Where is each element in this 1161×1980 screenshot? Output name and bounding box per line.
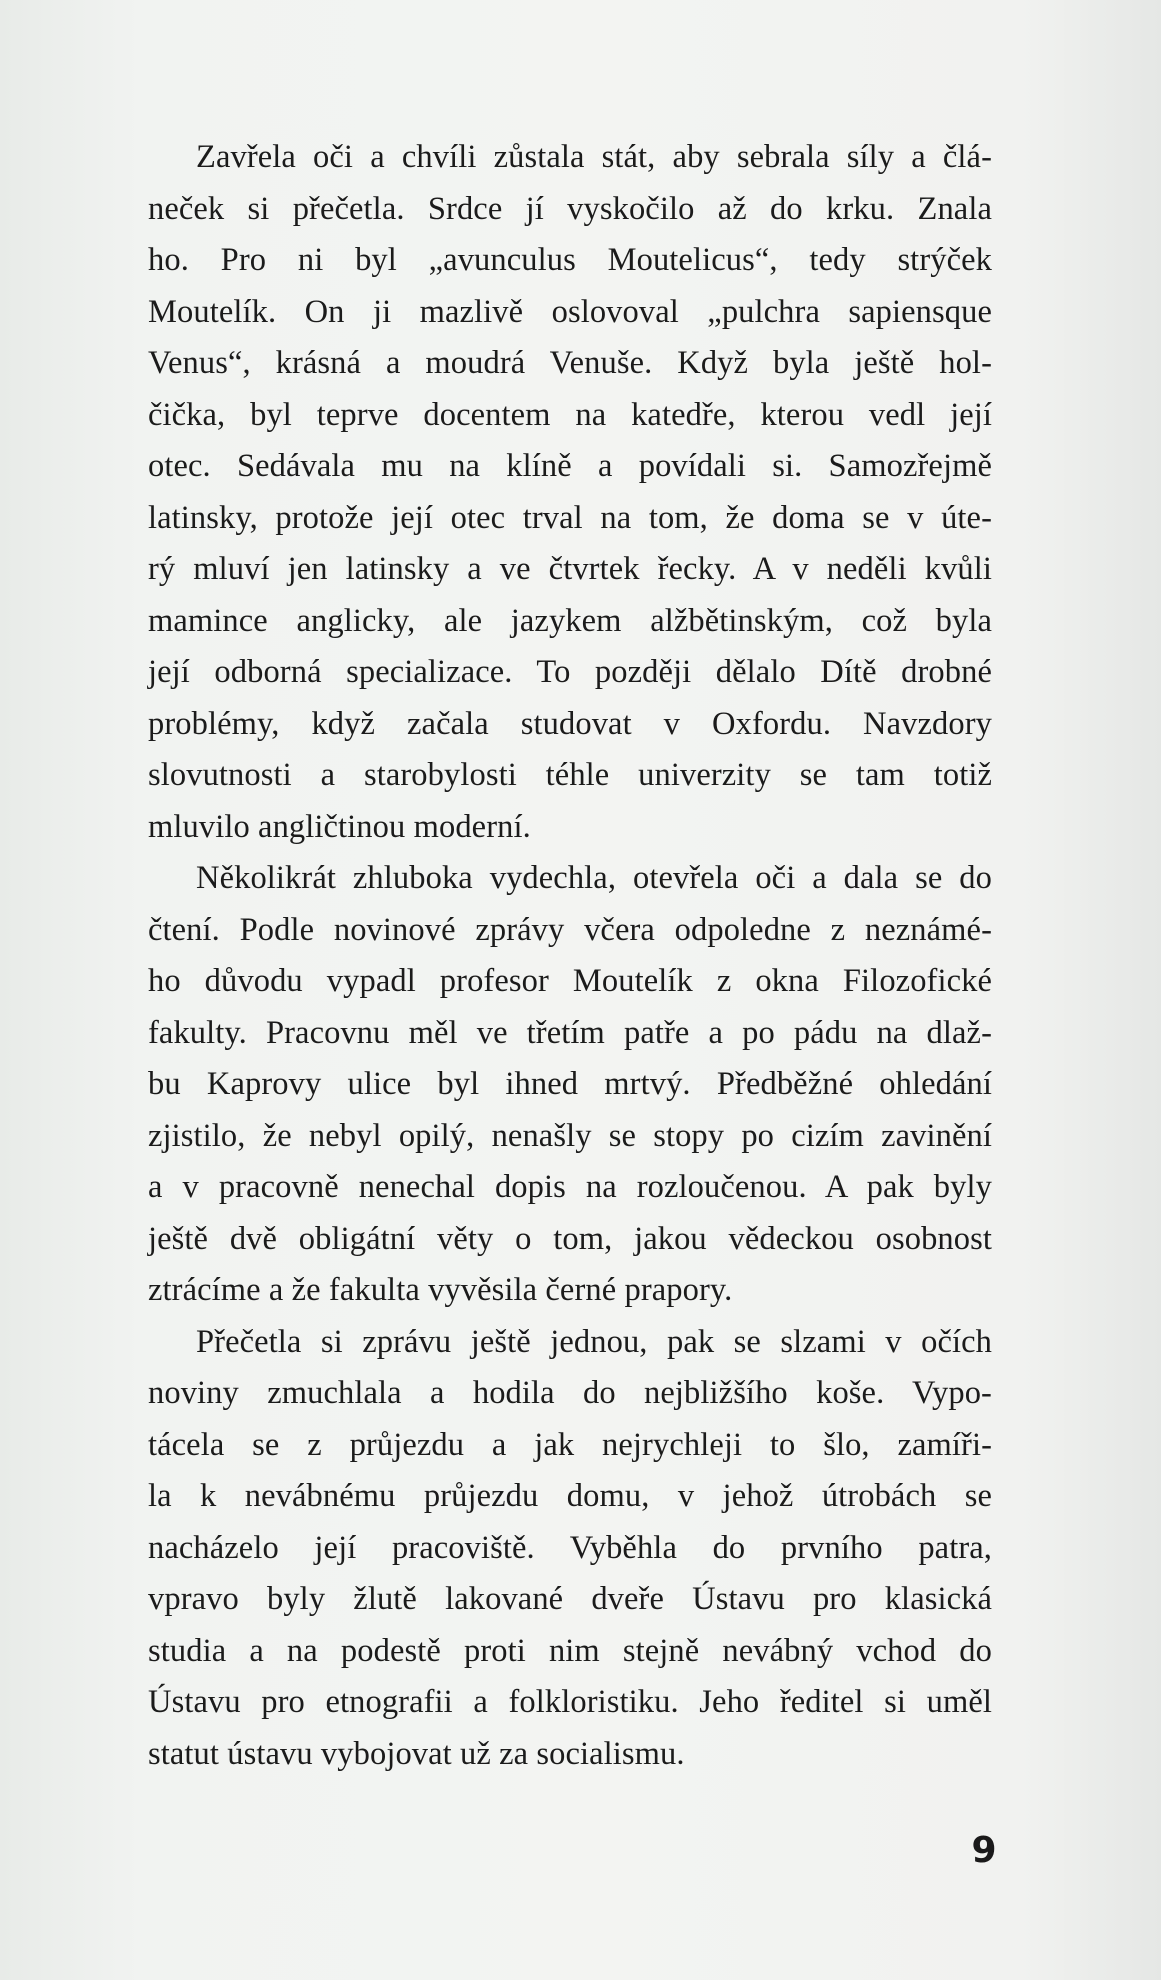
text-line: ještě dvě obligátní věty o tom, jakou vědeckou osobnost [148,1220,992,1257]
text-line: Ústavu pro etnografii a folkloristiku. Jeho ředitel si uměl [148,1684,992,1720]
text-line: neček si přečetla. Srdce jí vyskočilo až do krku. Znala [148,190,992,227]
text-line: otec. Sedávala mu na klíně a povídali si. Samozřejmě [148,448,992,484]
text-line: bu Kaprovy ulice byl ihned mrtvý. Předběžné ohledání [148,1066,992,1102]
text-line: vpravo byly žlutě lakované dveře Ústavu pro klasická [148,1581,992,1617]
text-line: studia a na podestě proti nim stejně nevábný vchod do [148,1632,992,1669]
text-line: noviny zmuchlala a hodila do nejbližšího koše. Vypo- [148,1375,992,1411]
text-line: fakulty. Pracovnu měl ve třetím patře a po pádu na dlaž- [148,1014,992,1051]
text-line: statut ústavu vybojovat už za socialismu. [148,1735,685,1772]
text-line: ho. Pro ni byl „avunculus Moutelicus“, tedy strýček [148,242,992,278]
text-line: čtení. Podle novinové zprávy včera odpoledne z neznámé- [148,911,992,948]
text-line: její odborná specializace. To později dělalo Dítě drobné [148,654,992,690]
text-line: problémy, když začala studovat v Oxfordu. Navzdory [148,705,992,742]
text-line: Zavřela oči a chvíli zůstala stát, aby sebrala síly a člá- [196,139,992,175]
text-line: zjistilo, že nebyl opilý, nenašly se stopy po cizím zavinění [148,1117,992,1154]
page-number: 9 [971,1830,997,1871]
text-line: čička, byl teprve docentem na katedře, kterou vedl její [148,396,992,433]
text-line: ztrácíme a že fakulta vyvěsila černé prapory. [148,1272,733,1308]
text-line: rý mluví jen latinsky a ve čtvrtek řecky. A v neděli kvůli [148,551,992,587]
text-line: Přečetla si zprávu ještě jednou, pak se slzami v očích [196,1323,992,1360]
text-line: ho důvodu vypadl profesor Moutelík z okna Filozofické [148,963,992,999]
text-line: slovutnosti a starobylosti téhle univerzity se tam totiž [148,757,992,793]
text-line: nacházelo její pracoviště. Vyběhla do prvního patra, [148,1529,992,1566]
body-text [148,132,992,1780]
text-line: Několikrát zhluboka vydechla, otevřela oči a dala se do [196,860,992,896]
text-line: Moutelík. On ji mazlivě oslovoval „pulchra sapiensque [148,293,992,330]
text-line: Venus“, krásná a moudrá Venuše. Když byla ještě hol- [148,345,992,381]
text-line: a v pracovně nenechal dopis na rozloučenou. A pak byly [148,1169,992,1205]
text-line: mluvilo angličtinou moderní. [148,808,531,845]
text-line: mamince anglicky, ale jazykem alžbětinským, což byla [148,602,992,639]
text-line: la k nevábnému průjezdu domu, v jehož útrobách se [148,1478,992,1514]
text-line: latinsky, protože její otec trval na tom, že doma se v úte- [148,499,992,536]
text-line: tácela se z průjezdu a jak nejrychleji to šlo, zamíři- [148,1426,992,1463]
